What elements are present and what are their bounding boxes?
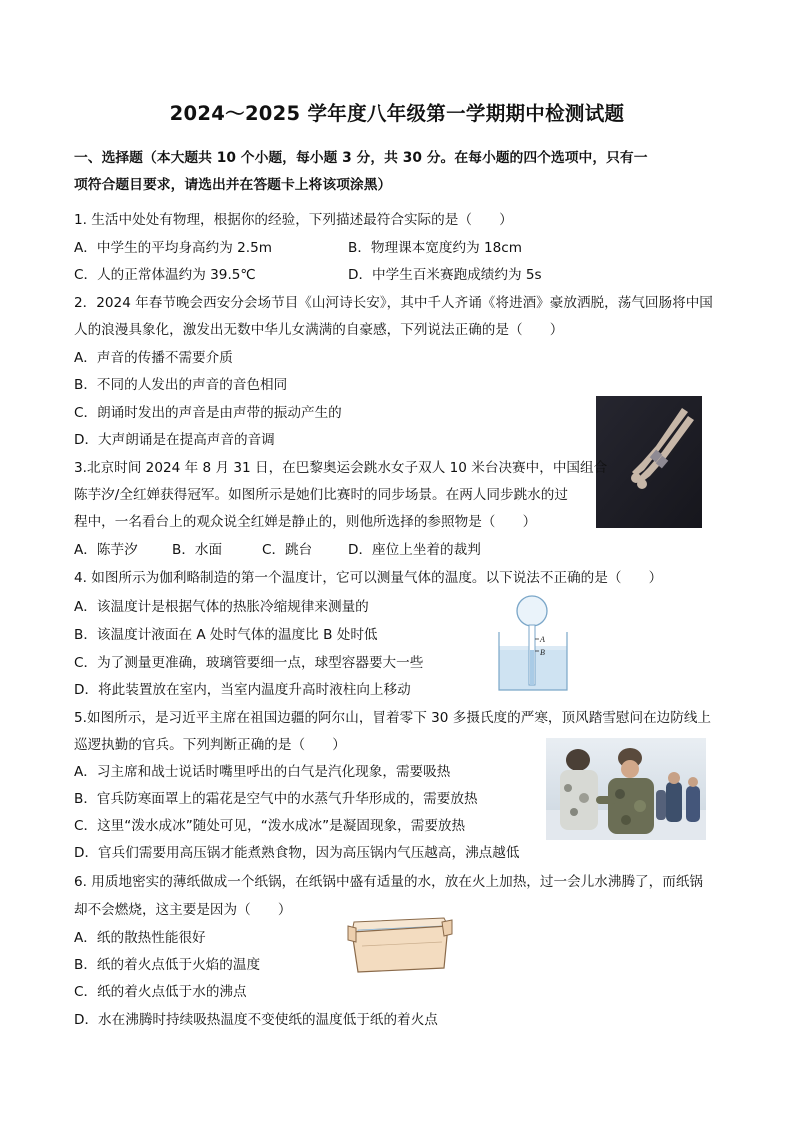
- q3-stem-line-2: 陈芋汐/全红婵获得冠军。如图所示是她们比赛时的同步场景。在两人同步跳水的过: [74, 487, 568, 503]
- page-title: 2024～2025 学年度八年级第一学期期中检测试题: [169, 102, 625, 125]
- q3-stem-line-3: 程中，一名看台上的观众说全红婵是静止的，则他所选择的参照物是（ ）: [74, 514, 537, 530]
- q2-option-a: A．声音的传播不需要介质: [74, 350, 233, 366]
- q1-option-d: D．中学生百米赛跑成绩约为 5s: [348, 267, 542, 283]
- q5-option-b: B．官兵防寒面罩上的霜花是空气中的水蒸气升华形成的，需要放热: [74, 791, 478, 807]
- q3-option-a: A．陈芋汐: [74, 542, 138, 558]
- section-header-line-1: 一、选择题（本大题共 10 个小题，每小题 3 分，共 30 分。在每小题的四个选项中，只有一: [74, 150, 648, 166]
- q6-option-b: B．纸的着火点低于火焰的温度: [74, 957, 261, 973]
- paper-pot-figure: [344, 912, 454, 976]
- q6-stem-line-1: 6. 用质地密实的薄纸做成一个纸锅，在纸锅中盛有适量的水，放在火上加热，过一会儿水沸腾了，而纸锅: [74, 874, 704, 890]
- galileo-thermometer-figure: [496, 594, 570, 692]
- q6-option-d: D．水在沸腾时持续吸热温度不变使纸的温度低于纸的着火点: [74, 1012, 438, 1028]
- q2-stem-line-2: 人的浪漫具象化，激发出无数中华儿女满满的自豪感，下列说法正确的是（ ）: [74, 322, 564, 338]
- q5-option-d: D．官兵们需要用高压锅才能煮熟食物，因为高压锅内气压越高，沸点越低: [74, 845, 520, 861]
- q4-option-b: B．该温度计液面在 A 处时气体的温度比 B 处时低: [74, 627, 378, 643]
- q3-option-b: B．水面: [172, 542, 223, 558]
- q1-option-c: C．人的正常体温约为 39.5℃: [74, 267, 256, 283]
- q6-option-a: A．纸的散热性能很好: [74, 930, 206, 946]
- label-a: A: [540, 635, 545, 644]
- q1-option-b: B．物理课本宽度约为 18cm: [348, 240, 523, 256]
- label-b: B: [540, 648, 545, 657]
- q5-stem-line-1: 5.如图所示，是习近平主席在祖国边疆的阿尔山，冒着零下 30 多摄氏度的严寒，顶风踏雪慰问在边防线上: [74, 710, 712, 726]
- q2-stem-line-1: 2．2024 年春节晚会西安分会场节目《山河诗长安》，其中千人齐诵《将进酒》豪放洒脱，荡气回肠将中国: [74, 295, 713, 311]
- q6-option-c: C．纸的着火点低于水的沸点: [74, 984, 247, 1000]
- q3-option-c: C．跳台: [262, 542, 313, 558]
- q4-option-c: C．为了测量更准确，玻璃管要细一点，球型容器要大一些: [74, 655, 424, 671]
- diving-photo: [596, 396, 702, 528]
- q5-option-a: A．习主席和战士说话时嘴里呼出的白气是汽化现象，需要吸热: [74, 764, 451, 780]
- q2-option-b: B．不同的人发出的声音的音色相同: [74, 377, 288, 393]
- q6-stem-line-2: 却不会燃烧，这主要是因为（ ）: [74, 902, 292, 918]
- q4-stem: 4. 如图所示为伽利略制造的第一个温度计，它可以测量气体的温度。以下说法不正确的是（ ）: [74, 570, 663, 586]
- q1-stem: 1. 生活中处处有物理，根据你的经验，下列描述最符合实际的是（ ）: [74, 212, 513, 228]
- q3-stem-line-1: 3.北京时间 2024 年 8 月 31 日，在巴黎奥运会跳水女子双人 10 米台决赛中，中国组合: [74, 460, 608, 476]
- q4-option-a: A．该温度计是根据气体的热胀冷缩规律来测量的: [74, 599, 369, 615]
- q4-option-d: D．将此装置放在室内，当室内温度升高时液柱向上移动: [74, 682, 411, 698]
- section-header-line-2: 项符合题目要求，请选出并在答题卡上将该项涂黑）: [74, 177, 392, 193]
- q5-stem-line-2: 巡逻执勤的官兵。下列判断正确的是（ ）: [74, 737, 346, 753]
- border-patrol-photo: [546, 738, 706, 840]
- q2-option-c: C．朗诵时发出的声音是由声带的振动产生的: [74, 405, 342, 421]
- q3-option-d: D．座位上坐着的裁判: [348, 542, 481, 558]
- q2-option-d: D．大声朗诵是在提高声音的音调: [74, 432, 275, 448]
- q1-option-a: A．中学生的平均身高约为 2.5m: [74, 240, 273, 256]
- q5-option-c: C．这里“泼水成冰”随处可见，“泼水成冰”是凝固现象，需要放热: [74, 818, 466, 834]
